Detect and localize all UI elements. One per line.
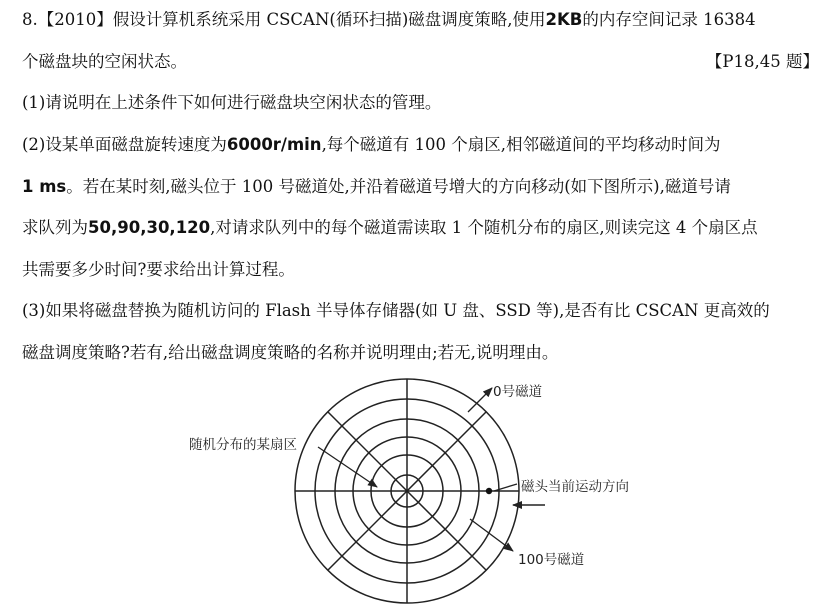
text-segment: 磁盘调度策略?若有,给出磁盘调度策略的名称并说明理由;若无,说明理由。 (22, 343, 559, 362)
text-segment: 8.【2010】假设计算机系统采用 CSCAN(循环扫描)磁盘调度策略,使用 (22, 10, 546, 29)
label-track-100: 100号磁道 (518, 552, 585, 568)
text-segment: 的内存空间记录 16384 (582, 10, 756, 29)
text-segment: (3)如果将磁盘替换为随机访问的 Flash 半导体存储器(如 U 盘、SSD 等),是否有比 CSCAN 更高效的 (22, 301, 770, 320)
bold-value: 1 ms (22, 177, 67, 196)
text-segment: (2)设某单面磁盘旋转速度为 (22, 135, 227, 154)
track100-pointer (470, 519, 513, 551)
label-direction: 磁头当前运动方向 (521, 479, 629, 495)
direction-pointer (494, 484, 517, 491)
bold-value: 50,90,30,120 (88, 218, 211, 237)
label-sector: 随机分布的某扇区 (189, 437, 297, 453)
page-reference: 【P18,45 题】 (705, 52, 819, 71)
text-segment: (1)请说明在上述条件下如何进行磁盘块空闲状态的管理。 (22, 93, 442, 112)
text-segment: 求队列为 (22, 218, 88, 237)
disk-platter (295, 379, 519, 603)
text-segment: 。若在某时刻,磁头位于 100 号磁道处,并沿着磁道号增大的方向移动(如下图所示),磁道号请 (66, 177, 731, 196)
bold-value: 2KB (545, 10, 583, 29)
label-track-0: 0号磁道 (493, 384, 543, 400)
bold-value: 6000r/min (226, 135, 322, 154)
text-segment: ,每个磁道有 100 个扇区,相邻磁道间的平均移动时间为 (321, 135, 721, 154)
text-segment: 个磁盘块的空闲状态。 (22, 52, 187, 71)
disk-head-dot (486, 488, 492, 494)
text-segment: 共需要多少时间?要求给出计算过程。 (22, 260, 295, 279)
text-segment: ,对请求队列中的每个磁道需读取 1 个随机分布的扇区,则读完这 4 个扇区点 (210, 218, 758, 237)
